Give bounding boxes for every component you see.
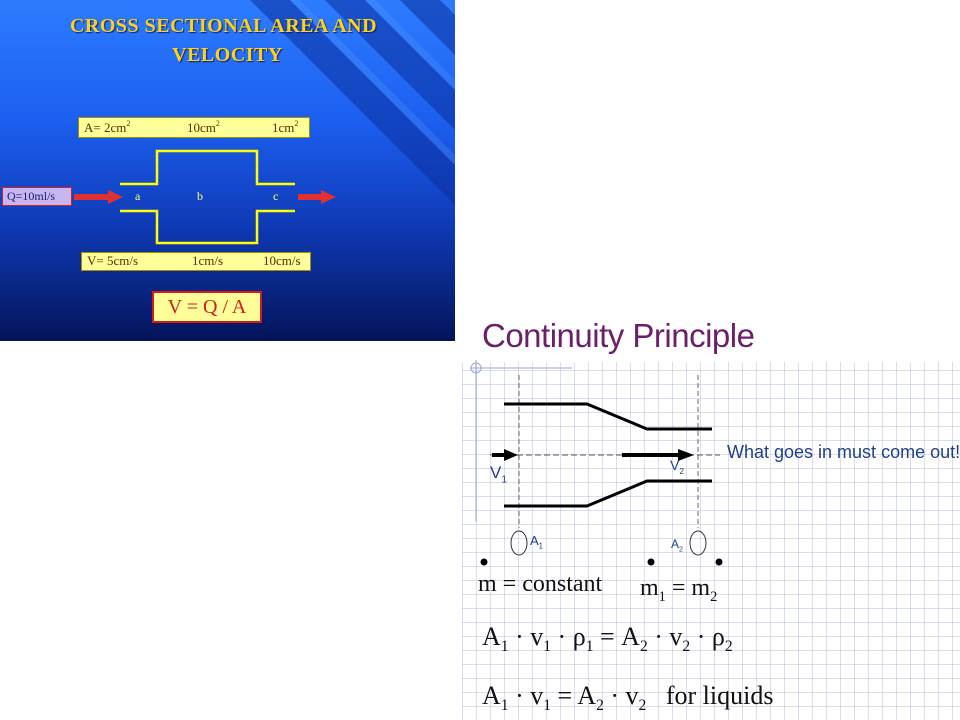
bullet-3 bbox=[716, 559, 723, 566]
equation-mass-constant: m = constant bbox=[478, 571, 603, 597]
label-a2: $A_2$ bbox=[671, 537, 684, 554]
section-a-label: a bbox=[135, 189, 141, 203]
area-a2-ellipse bbox=[690, 531, 706, 555]
pipe-diagram bbox=[0, 0, 455, 341]
velocity-a-label: V= 5cm/s bbox=[87, 253, 139, 268]
frame-lines bbox=[470, 360, 572, 522]
slide-title-line2: VELOCITY bbox=[172, 44, 283, 66]
pipe-upper-wall bbox=[504, 404, 712, 429]
area-a1-ellipse bbox=[511, 531, 527, 555]
pipe-top-wall bbox=[120, 151, 295, 184]
section-b-label: b bbox=[197, 189, 203, 203]
equation-mass-equal: $m_1 = m_2$ bbox=[640, 575, 718, 605]
bullet-2 bbox=[648, 559, 655, 566]
equation-general: $A_1 \cdot v_1 \cdot \rho_1 = A_2 \cdot v_2 \cdot \rho_2$ bbox=[482, 622, 733, 656]
velocity-formula: V = Q / A bbox=[152, 291, 262, 323]
velocity-b-label: 1cm/s bbox=[192, 253, 224, 268]
equation-liquids: $A_1 \cdot v_1 = A_2 \cdot v_2$ for liquids bbox=[482, 681, 774, 715]
velocity-c-label: 10cm/s bbox=[263, 253, 301, 268]
bullet-1 bbox=[481, 559, 488, 566]
inflow-arrow bbox=[74, 190, 123, 204]
section-c-label: c bbox=[273, 189, 279, 203]
area-c-label: $1cm^2$ bbox=[272, 119, 299, 135]
continuity-principle-slide bbox=[462, 300, 960, 720]
cross-section-slide bbox=[0, 0, 455, 341]
outflow-arrow bbox=[298, 190, 336, 204]
slide-title: Continuity Principle bbox=[482, 317, 755, 354]
flow-rate-label: Q=10ml/s bbox=[2, 187, 72, 206]
callout-text: What goes in must come out! bbox=[727, 442, 960, 462]
slide-title-line1: CROSS SECTIONAL AREA AND bbox=[69, 15, 378, 37]
area-a-label: $A= 2cm^2$ bbox=[84, 119, 131, 135]
area-b-label: $10cm^2$ bbox=[187, 119, 220, 135]
continuity-diagram bbox=[462, 300, 960, 720]
label-v2: $V_2$ bbox=[670, 457, 685, 476]
velocity-bar bbox=[81, 252, 311, 271]
pipe-lower-wall bbox=[504, 481, 712, 506]
label-v1: $V_1$ bbox=[490, 463, 508, 486]
arrow-v1 bbox=[492, 449, 518, 461]
label-a1: $A_1$ bbox=[530, 533, 544, 551]
pipe-bottom-wall bbox=[120, 211, 295, 243]
